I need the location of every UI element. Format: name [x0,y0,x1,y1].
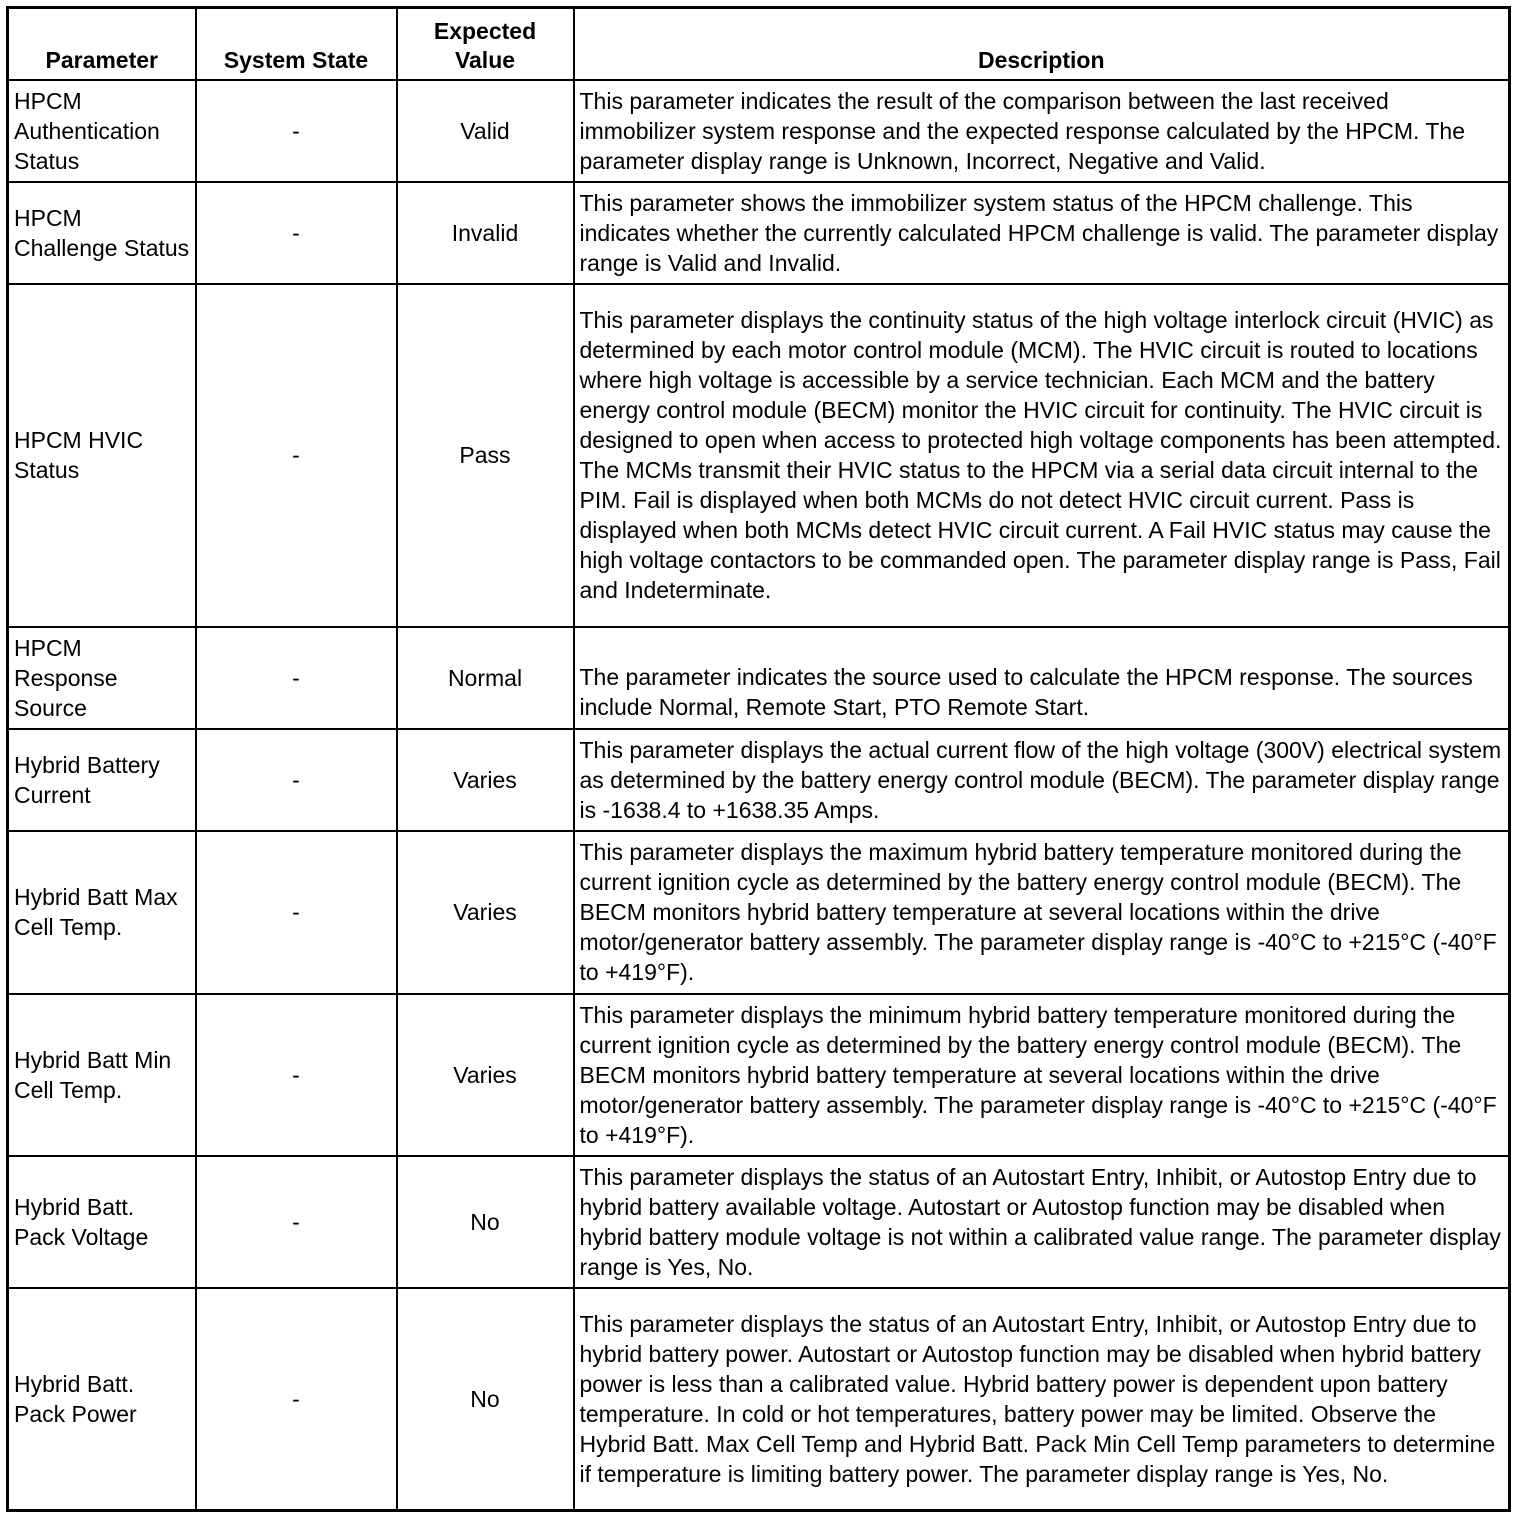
system-state-cell: - [196,831,397,994]
expected-value-cell: No [397,1156,574,1288]
table-body [8,80,1510,1511]
expected-value-cell: No [397,1288,574,1511]
parameter-cell: HPCM Challenge Status [8,182,196,284]
system-state-cell: - [196,994,397,1156]
system-state-cell: - [196,1288,397,1511]
header-expected-value: Expected Value [397,8,574,80]
description-cell: This parameter displays the continuity status of the high voltage interlock circuit (HVIC) as determined by each motor control module (MCM). The HVIC circuit is routed to locations where high voltage is accessible by a service technician. Each MCM and the battery energy control module (BECM) monitor the HVIC circuit for continuity. The HVIC circuit is designed to open when access to protected high voltage components has been attempted. The MCMs transmit their HVIC status to the HPCM via a serial data circuit internal to the PIM. Fail is displayed when both MCMs do not detect HVIC circuit current. Pass is displayed when both MCMs detect HVIC circuit current. A Fail HVIC status may cause the high voltage contactors to be commanded open. The parameter display range is Pass, Fail and Indeterminate. [574,284,1510,627]
parameter-cell: Hybrid Batt. Pack Power [8,1288,196,1511]
parameter-cell: Hybrid Batt Min Cell Temp. [8,994,196,1156]
system-state-cell: - [196,284,397,627]
parameter-cell: HPCM Response Source [8,627,196,729]
table-row [8,1156,1510,1288]
header-description: Description [574,8,1510,80]
expected-value-cell: Normal [397,627,574,729]
system-state-cell: - [196,80,397,182]
table-row [8,994,1510,1156]
table-row [8,627,1510,729]
parameter-cell: HPCM HVIC Status [8,284,196,627]
system-state-cell: - [196,182,397,284]
description-cell: This parameter displays the actual current flow of the high voltage (300V) electrical system as determined by the battery energy control module (BECM). The parameter display range is -1638.4 to +1638.35 Amps. [574,729,1510,831]
parameter-cell: Hybrid Batt. Pack Voltage [8,1156,196,1288]
system-state-cell: - [196,627,397,729]
expected-value-cell: Varies [397,729,574,831]
description-cell: This parameter displays the status of an Autostart Entry, Inhibit, or Autostop Entry due to hybrid battery power. Autostart or Autostop function may be disabled when hybrid battery power is less than a calibrated value. Hybrid battery power is dependent upon battery temperature. In cold or hot temperatures, battery power may be limited. Observe the Hybrid Batt. Max Cell Temp and Hybrid Batt. Pack Min Cell Temp parameters to determine if temperature is limiting battery power. The parameter display range is Yes, No. [574,1288,1510,1511]
description-cell: This parameter displays the minimum hybrid battery temperature monitored during the current ignition cycle as determined by the battery energy control module (BECM). The BECM monitors hybrid battery temperature at several locations within the drive motor/generator battery assembly. The parameter display range is -40°C to +215°C (-40°F to +419°F). [574,994,1510,1156]
parameter-cell: Hybrid Battery Current [8,729,196,831]
parameter-table [6,6,1511,1512]
system-state-cell: - [196,1156,397,1288]
expected-value-cell: Valid [397,80,574,182]
system-state-cell: - [196,729,397,831]
description-cell: This parameter displays the maximum hybrid battery temperature monitored during the current ignition cycle as determined by the battery energy control module (BECM). The BECM monitors hybrid battery temperature at several locations within the drive motor/generator battery assembly. The parameter display range is -40°C to +215°C (-40°F to +419°F). [574,831,1510,994]
parameter-cell: Hybrid Batt Max Cell Temp. [8,831,196,994]
description-cell: This parameter indicates the result of the comparison between the last received immobilizer system response and the expected response calculated by the HPCM. The parameter display range is Unknown, Incorrect, Negative and Valid. [574,80,1510,182]
table-row [8,284,1510,627]
table-row [8,182,1510,284]
header-row [8,8,1510,80]
parameter-cell: HPCM Authentication Status [8,80,196,182]
description-cell: The parameter indicates the source used to calculate the HPCM response. The sources include Normal, Remote Start, PTO Remote Start. [574,627,1510,729]
header-system-state: System State [196,8,397,80]
expected-value-cell: Pass [397,284,574,627]
table-row [8,1288,1510,1511]
table-header [8,8,1510,80]
expected-value-cell: Invalid [397,182,574,284]
description-cell: This parameter displays the status of an Autostart Entry, Inhibit, or Autostop Entry due to hybrid battery available voltage. Autostart or Autostop function may be disabled when hybrid battery module voltage is not within a calibrated value range. The parameter display range is Yes, No. [574,1156,1510,1288]
header-parameter: Parameter [8,8,196,80]
table-row [8,80,1510,182]
table-row [8,729,1510,831]
table-row [8,831,1510,994]
description-cell: This parameter shows the immobilizer system status of the HPCM challenge. This indicates whether the currently calculated HPCM challenge is valid. The parameter display range is Valid and Invalid. [574,182,1510,284]
expected-value-cell: Varies [397,994,574,1156]
expected-value-cell: Varies [397,831,574,994]
